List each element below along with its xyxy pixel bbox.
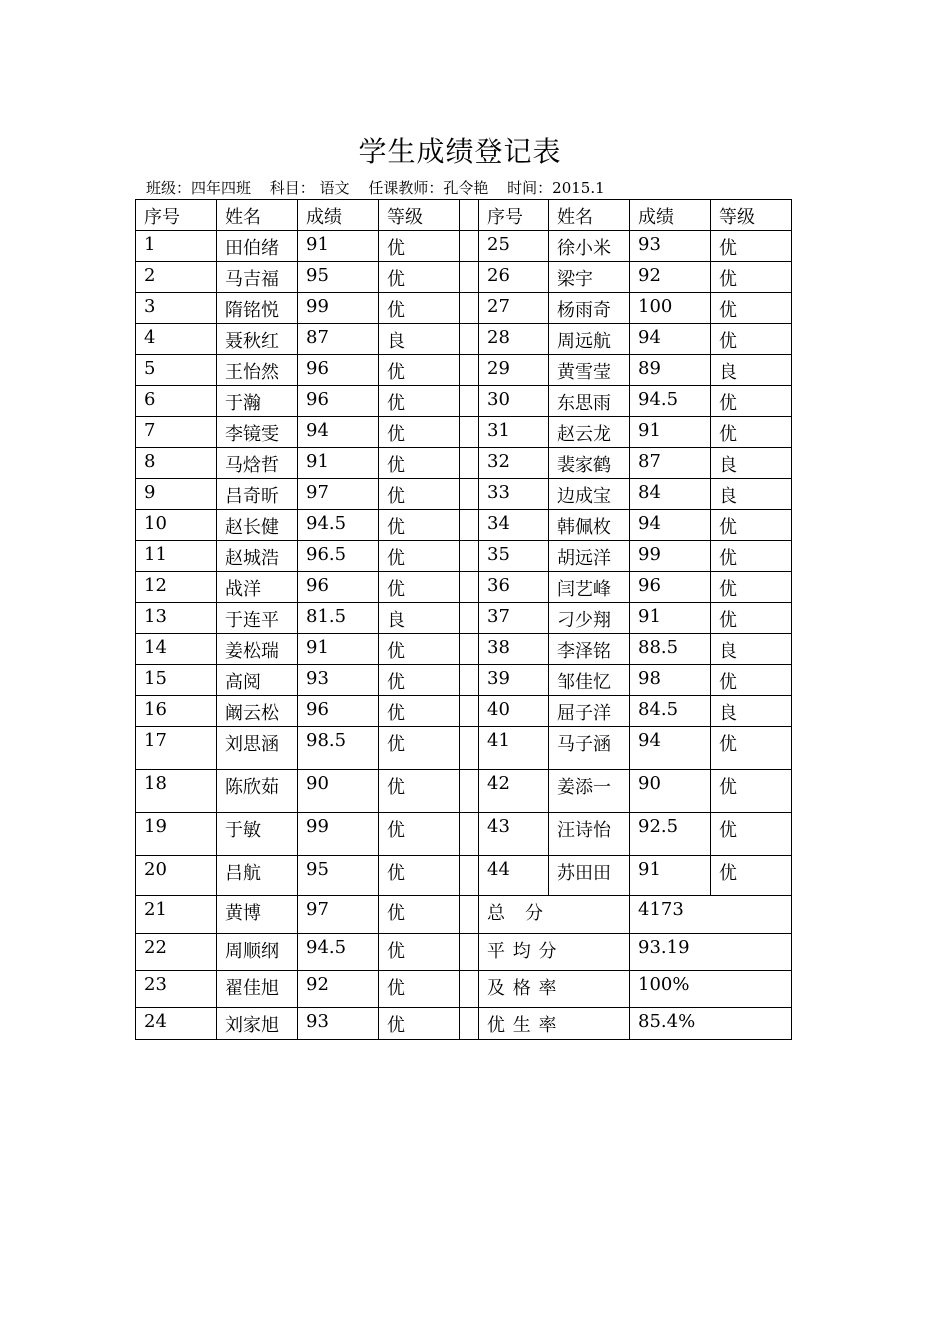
table-row bbox=[136, 572, 792, 603]
grade-cell: 优 bbox=[379, 1008, 460, 1040]
name-cell: 胡远洋 bbox=[549, 541, 630, 572]
gap-cell bbox=[460, 355, 479, 386]
seq-cell: 27 bbox=[479, 293, 549, 324]
score-cell: 95 bbox=[298, 262, 379, 293]
table-row bbox=[136, 634, 792, 665]
name-cell: 于连平 bbox=[217, 603, 298, 634]
name-cell: 闫艺峰 bbox=[549, 572, 630, 603]
name-cell: 韩佩枚 bbox=[549, 510, 630, 541]
table-row bbox=[136, 510, 792, 541]
grade-cell: 优 bbox=[379, 665, 460, 696]
seq-cell: 28 bbox=[479, 324, 549, 355]
name-cell: 裴家鹤 bbox=[549, 448, 630, 479]
name-cell: 赵城浩 bbox=[217, 541, 298, 572]
score-cell: 90 bbox=[630, 770, 711, 813]
gap-cell bbox=[460, 510, 479, 541]
grade-cell: 优 bbox=[379, 479, 460, 510]
grade-cell: 优 bbox=[711, 417, 792, 448]
summary-value: 100% bbox=[630, 971, 792, 1008]
header-grade-cell: 等级 bbox=[711, 200, 792, 231]
summary-label: 总 分 bbox=[479, 896, 630, 934]
name-cell: 马吉福 bbox=[217, 262, 298, 293]
name-cell: 邹佳忆 bbox=[549, 665, 630, 696]
seq-cell: 32 bbox=[479, 448, 549, 479]
score-cell: 98.5 bbox=[298, 727, 379, 770]
seq-cell: 22 bbox=[136, 934, 217, 971]
score-cell: 81.5 bbox=[298, 603, 379, 634]
grade-cell: 良 bbox=[711, 479, 792, 510]
score-cell: 91 bbox=[298, 448, 379, 479]
seq-cell: 43 bbox=[479, 813, 549, 856]
name-cell: 刘思涵 bbox=[217, 727, 298, 770]
page-title: 学生成绩登记表 bbox=[358, 135, 562, 168]
score-cell: 93 bbox=[298, 1008, 379, 1040]
grade-cell: 优 bbox=[379, 355, 460, 386]
name-cell: 吕奇昕 bbox=[217, 479, 298, 510]
grade-cell: 优 bbox=[379, 813, 460, 856]
header-score-cell: 成绩 bbox=[298, 200, 379, 231]
seq-cell: 21 bbox=[136, 896, 217, 934]
seq-cell: 37 bbox=[479, 603, 549, 634]
grade-cell: 优 bbox=[379, 293, 460, 324]
name-cell: 屈子洋 bbox=[549, 696, 630, 727]
table-row bbox=[136, 971, 792, 1008]
seq-cell: 36 bbox=[479, 572, 549, 603]
score-cell: 96 bbox=[298, 572, 379, 603]
score-cell: 87 bbox=[630, 448, 711, 479]
grade-cell: 优 bbox=[711, 727, 792, 770]
name-cell: 徐小米 bbox=[549, 231, 630, 262]
name-cell: 苏田田 bbox=[549, 856, 630, 896]
name-cell: 姜松瑞 bbox=[217, 634, 298, 665]
gap-cell bbox=[460, 665, 479, 696]
name-cell: 聂秋红 bbox=[217, 324, 298, 355]
score-cell: 96 bbox=[298, 355, 379, 386]
score-cell: 91 bbox=[630, 417, 711, 448]
header-seq-cell: 序号 bbox=[479, 200, 549, 231]
seq-cell: 23 bbox=[136, 971, 217, 1008]
grades-table bbox=[135, 199, 792, 1040]
name-cell: 杨雨奇 bbox=[549, 293, 630, 324]
seq-cell: 4 bbox=[136, 324, 217, 355]
summary-label: 平 均 分 bbox=[479, 934, 630, 971]
grade-cell: 优 bbox=[711, 856, 792, 896]
name-cell: 马子涵 bbox=[549, 727, 630, 770]
gap-cell bbox=[460, 696, 479, 727]
seq-cell: 17 bbox=[136, 727, 217, 770]
gap-cell bbox=[460, 572, 479, 603]
name-cell: 汪诗怡 bbox=[549, 813, 630, 856]
name-cell: 刘家旭 bbox=[217, 1008, 298, 1040]
name-cell: 翟佳旭 bbox=[217, 971, 298, 1008]
gap-cell bbox=[460, 231, 479, 262]
seq-cell: 34 bbox=[479, 510, 549, 541]
name-cell: 东思雨 bbox=[549, 386, 630, 417]
gap-cell bbox=[460, 971, 479, 1008]
name-cell: 赵云龙 bbox=[549, 417, 630, 448]
seq-cell: 24 bbox=[136, 1008, 217, 1040]
seq-cell: 31 bbox=[479, 417, 549, 448]
table-row bbox=[136, 293, 792, 324]
table-row bbox=[136, 1008, 792, 1040]
grade-cell: 良 bbox=[711, 696, 792, 727]
gap-cell bbox=[460, 934, 479, 971]
grade-cell: 优 bbox=[379, 696, 460, 727]
grade-cell: 优 bbox=[379, 856, 460, 896]
score-cell: 87 bbox=[298, 324, 379, 355]
grade-cell: 优 bbox=[711, 603, 792, 634]
table-row bbox=[136, 696, 792, 727]
name-cell: 李镜雯 bbox=[217, 417, 298, 448]
score-cell: 96.5 bbox=[298, 541, 379, 572]
grade-cell: 良 bbox=[379, 324, 460, 355]
seq-cell: 14 bbox=[136, 634, 217, 665]
score-cell: 91 bbox=[630, 603, 711, 634]
seq-cell: 10 bbox=[136, 510, 217, 541]
name-cell: 战洋 bbox=[217, 572, 298, 603]
grade-cell: 优 bbox=[379, 417, 460, 448]
header-seq-cell: 序号 bbox=[136, 200, 217, 231]
name-cell: 边成宝 bbox=[549, 479, 630, 510]
score-cell: 97 bbox=[298, 896, 379, 934]
subject-info: 科目： 语文 bbox=[269, 179, 350, 197]
grade-cell: 优 bbox=[711, 665, 792, 696]
score-cell: 94.5 bbox=[630, 386, 711, 417]
grade-cell: 优 bbox=[379, 231, 460, 262]
seq-cell: 25 bbox=[479, 231, 549, 262]
score-cell: 94.5 bbox=[298, 934, 379, 971]
grade-cell: 优 bbox=[379, 572, 460, 603]
seq-cell: 26 bbox=[479, 262, 549, 293]
table-row bbox=[136, 603, 792, 634]
score-cell: 93 bbox=[630, 231, 711, 262]
seq-cell: 38 bbox=[479, 634, 549, 665]
name-cell: 王怡然 bbox=[217, 355, 298, 386]
seq-cell: 15 bbox=[136, 665, 217, 696]
name-cell: 隋铭悦 bbox=[217, 293, 298, 324]
score-cell: 88.5 bbox=[630, 634, 711, 665]
gap-cell bbox=[460, 324, 479, 355]
score-cell: 91 bbox=[298, 231, 379, 262]
header-info bbox=[146, 177, 619, 198]
seq-cell: 7 bbox=[136, 417, 217, 448]
name-cell: 阚云松 bbox=[217, 696, 298, 727]
table-row bbox=[136, 479, 792, 510]
table-row bbox=[136, 896, 792, 934]
name-cell: 梁宇 bbox=[549, 262, 630, 293]
seq-cell: 30 bbox=[479, 386, 549, 417]
score-cell: 99 bbox=[298, 293, 379, 324]
gap-cell bbox=[460, 1008, 479, 1040]
score-cell: 89 bbox=[630, 355, 711, 386]
score-cell: 97 bbox=[298, 479, 379, 510]
seq-cell: 42 bbox=[479, 770, 549, 813]
gap-cell bbox=[460, 634, 479, 665]
grade-cell: 优 bbox=[711, 293, 792, 324]
seq-cell: 12 bbox=[136, 572, 217, 603]
summary-value: 4173 bbox=[630, 896, 792, 934]
table-row bbox=[136, 231, 792, 262]
score-cell: 99 bbox=[630, 541, 711, 572]
table-row bbox=[136, 770, 792, 813]
name-cell: 李泽铭 bbox=[549, 634, 630, 665]
grade-cell: 优 bbox=[711, 324, 792, 355]
grade-cell: 优 bbox=[379, 386, 460, 417]
name-cell: 马焓哲 bbox=[217, 448, 298, 479]
seq-cell: 19 bbox=[136, 813, 217, 856]
score-cell: 90 bbox=[298, 770, 379, 813]
score-cell: 92 bbox=[298, 971, 379, 1008]
grade-cell: 优 bbox=[379, 896, 460, 934]
gap-cell bbox=[460, 727, 479, 770]
score-cell: 92 bbox=[630, 262, 711, 293]
grade-cell: 优 bbox=[379, 770, 460, 813]
summary-value: 85.4% bbox=[630, 1008, 792, 1040]
grade-cell: 优 bbox=[711, 231, 792, 262]
gap-cell bbox=[460, 813, 479, 856]
gap-cell bbox=[460, 896, 479, 934]
score-cell: 96 bbox=[298, 386, 379, 417]
header-name-cell: 姓名 bbox=[217, 200, 298, 231]
score-cell: 100 bbox=[630, 293, 711, 324]
seq-cell: 40 bbox=[479, 696, 549, 727]
seq-cell: 18 bbox=[136, 770, 217, 813]
seq-cell: 44 bbox=[479, 856, 549, 896]
table-row bbox=[136, 934, 792, 971]
name-cell: 吕航 bbox=[217, 856, 298, 896]
grade-cell: 优 bbox=[711, 386, 792, 417]
score-cell: 94.5 bbox=[298, 510, 379, 541]
summary-label: 优 生 率 bbox=[479, 1008, 630, 1040]
grade-cell: 优 bbox=[379, 510, 460, 541]
name-cell: 于敏 bbox=[217, 813, 298, 856]
summary-value: 93.19 bbox=[630, 934, 792, 971]
grade-cell: 优 bbox=[379, 634, 460, 665]
name-cell: 田伯绪 bbox=[217, 231, 298, 262]
score-cell: 94 bbox=[298, 417, 379, 448]
gap-cell bbox=[460, 262, 479, 293]
score-cell: 92.5 bbox=[630, 813, 711, 856]
grade-cell: 优 bbox=[711, 770, 792, 813]
score-cell: 94 bbox=[630, 324, 711, 355]
seq-cell: 11 bbox=[136, 541, 217, 572]
grade-cell: 良 bbox=[711, 448, 792, 479]
table-row bbox=[136, 386, 792, 417]
gap-cell bbox=[460, 293, 479, 324]
score-cell: 84.5 bbox=[630, 696, 711, 727]
table-row bbox=[136, 262, 792, 293]
name-cell: 陈欣茹 bbox=[217, 770, 298, 813]
gap-cell bbox=[460, 479, 479, 510]
grade-cell: 良 bbox=[711, 634, 792, 665]
grade-cell: 优 bbox=[711, 262, 792, 293]
header-row bbox=[136, 200, 792, 231]
seq-cell: 39 bbox=[479, 665, 549, 696]
time-info: 时间：2015.1 bbox=[507, 179, 605, 197]
seq-cell: 41 bbox=[479, 727, 549, 770]
seq-cell: 9 bbox=[136, 479, 217, 510]
table-row bbox=[136, 355, 792, 386]
score-cell: 96 bbox=[630, 572, 711, 603]
table-row bbox=[136, 324, 792, 355]
name-cell: 姜添一 bbox=[549, 770, 630, 813]
grade-cell: 优 bbox=[379, 541, 460, 572]
seq-cell: 2 bbox=[136, 262, 217, 293]
score-cell: 98 bbox=[630, 665, 711, 696]
name-cell: 刁少翔 bbox=[549, 603, 630, 634]
seq-cell: 3 bbox=[136, 293, 217, 324]
summary-label: 及 格 率 bbox=[479, 971, 630, 1008]
table-row bbox=[136, 856, 792, 896]
seq-cell: 29 bbox=[479, 355, 549, 386]
score-cell: 93 bbox=[298, 665, 379, 696]
table-row bbox=[136, 417, 792, 448]
score-cell: 91 bbox=[630, 856, 711, 896]
score-cell: 95 bbox=[298, 856, 379, 896]
seq-cell: 8 bbox=[136, 448, 217, 479]
grade-cell: 优 bbox=[379, 262, 460, 293]
table-row bbox=[136, 665, 792, 696]
grade-cell: 优 bbox=[711, 510, 792, 541]
score-cell: 94 bbox=[630, 510, 711, 541]
gap-cell bbox=[460, 200, 479, 231]
table-row bbox=[136, 727, 792, 770]
gap-cell bbox=[460, 541, 479, 572]
seq-cell: 20 bbox=[136, 856, 217, 896]
header-score-cell: 成绩 bbox=[630, 200, 711, 231]
header-grade-cell: 等级 bbox=[379, 200, 460, 231]
gap-cell bbox=[460, 770, 479, 813]
seq-cell: 13 bbox=[136, 603, 217, 634]
table-row bbox=[136, 813, 792, 856]
name-cell: 周远航 bbox=[549, 324, 630, 355]
seq-cell: 1 bbox=[136, 231, 217, 262]
table-row bbox=[136, 541, 792, 572]
score-cell: 84 bbox=[630, 479, 711, 510]
score-cell: 99 bbox=[298, 813, 379, 856]
name-cell: 黄雪莹 bbox=[549, 355, 630, 386]
score-cell: 94 bbox=[630, 727, 711, 770]
grade-cell: 良 bbox=[711, 355, 792, 386]
seq-cell: 35 bbox=[479, 541, 549, 572]
name-cell: 周顺纲 bbox=[217, 934, 298, 971]
gap-cell bbox=[460, 386, 479, 417]
gap-cell bbox=[460, 856, 479, 896]
grade-cell: 良 bbox=[379, 603, 460, 634]
grade-cell: 优 bbox=[711, 541, 792, 572]
seq-cell: 6 bbox=[136, 386, 217, 417]
class-info: 班级：四年四班 bbox=[146, 179, 252, 197]
seq-cell: 33 bbox=[479, 479, 549, 510]
teacher-info: 任课教师：孔令艳 bbox=[368, 179, 489, 197]
name-cell: 高阅 bbox=[217, 665, 298, 696]
grade-cell: 优 bbox=[379, 727, 460, 770]
table-row bbox=[136, 448, 792, 479]
grade-cell: 优 bbox=[379, 448, 460, 479]
seq-cell: 5 bbox=[136, 355, 217, 386]
score-cell: 91 bbox=[298, 634, 379, 665]
gap-cell bbox=[460, 603, 479, 634]
seq-cell: 16 bbox=[136, 696, 217, 727]
score-cell: 96 bbox=[298, 696, 379, 727]
grade-cell: 优 bbox=[379, 934, 460, 971]
grade-cell: 优 bbox=[711, 813, 792, 856]
gap-cell bbox=[460, 448, 479, 479]
grade-cell: 优 bbox=[711, 572, 792, 603]
name-cell: 于瀚 bbox=[217, 386, 298, 417]
gap-cell bbox=[460, 417, 479, 448]
grade-cell: 优 bbox=[379, 971, 460, 1008]
name-cell: 黄博 bbox=[217, 896, 298, 934]
header-name-cell: 姓名 bbox=[549, 200, 630, 231]
name-cell: 赵长健 bbox=[217, 510, 298, 541]
